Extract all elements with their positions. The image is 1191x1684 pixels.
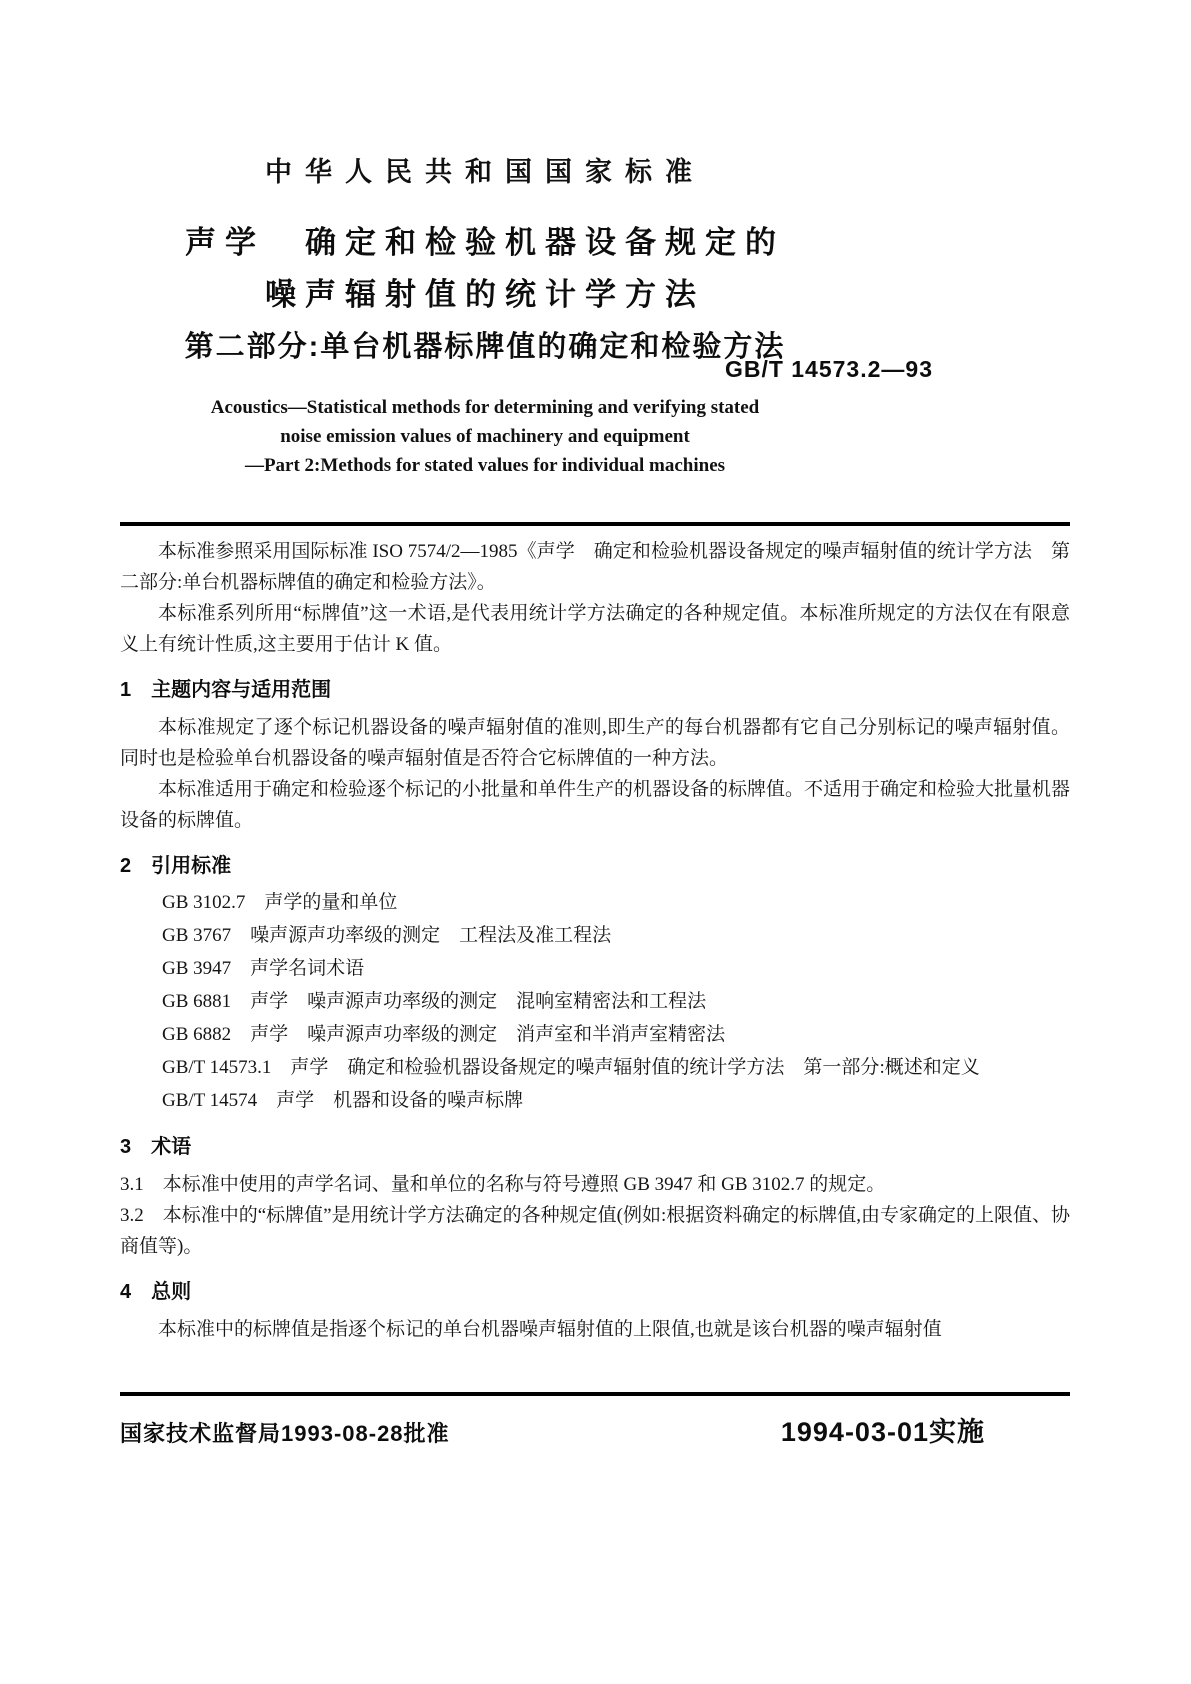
title-block-cn xyxy=(120,217,850,373)
reference-item: GB 3767 噪声源声功率级的测定 工程法及准工程法 xyxy=(162,925,612,946)
footer-implementation-date: 1994-03-01实施 xyxy=(780,1417,985,1447)
intro-paragraph-1: 本标准参照采用国际标准 ISO 7574/2—1985《声学 确定和检验机器设备规定的噪声辐射值的统计学方法 第二部分:单台机器标牌值的确定和检验方法》。 xyxy=(120,541,1070,593)
standard-number: GB/T 14573.2—93 xyxy=(724,356,933,382)
reference-item: GB 3947 声学名词术语 xyxy=(162,958,365,979)
section-4-paragraph-1: 本标准中的标牌值是指逐个标记的单台机器噪声辐射值的上限值,也就是该台机器的噪声辐射值 xyxy=(158,1319,942,1340)
title-cn-line1: 声学 确定和检验机器设备规定的 xyxy=(185,225,785,260)
header-divider-rule xyxy=(120,522,1070,526)
reference-item: GB 3102.7 声学的量和单位 xyxy=(162,892,398,913)
section-1-paragraph-1: 本标准规定了逐个标记机器设备的噪声辐射值的准则,即生产的每台机器都有它自己分别标记的噪声辐射值。同时也是检验单台机器设备的噪声辐射值是否符合它标牌值的一种方法。 xyxy=(120,717,1070,769)
intro-paragraph-2: 本标准系列所用“标牌值”这一术语,是代表用统计学方法确定的各种规定值。本标准所规定的方法仅在有限意义上有统计性质,这主要用于估计 K 值。 xyxy=(120,603,1070,655)
reference-list xyxy=(162,886,1070,1117)
section-1-paragraph-2: 本标准适用于确定和检验逐个标记的小批量和单件生产的机器设备的标牌值。不适用于确定和检验大批量机器设备的标牌值。 xyxy=(120,779,1071,831)
reference-item: GB 6881 声学 噪声源声功率级的测定 混响室精密法和工程法 xyxy=(162,991,707,1012)
footer xyxy=(120,1410,1070,1449)
section-3-clause-2: 3.2 本标准中的“标牌值”是用统计学方法确定的各种规定值(例如:根据资料确定的标牌值,由专家确定的上限值、协商值等)。 xyxy=(120,1205,1070,1257)
footer-approval-text: 国家技术监督局1993-08-28批准 xyxy=(120,1421,450,1446)
title-cn-line2: 噪声辐射值的统计学方法 xyxy=(265,277,705,312)
title-en-line1: Acoustics—Statistical methods for determining and verifying stated xyxy=(210,397,760,418)
title-block-en xyxy=(120,393,850,480)
footer-divider-rule xyxy=(120,1392,1070,1396)
section-3-heading: 3 术语 xyxy=(120,1136,192,1158)
title-cn-line3: 第二部分:单台机器标牌值的确定和检验方法 xyxy=(184,331,786,363)
reference-item: GB 6882 声学 噪声源声功率级的测定 消声室和半消声室精密法 xyxy=(162,1024,726,1045)
section-3-clause-1: 3.1 本标准中使用的声学名词、量和单位的名称与符号遵照 GB 3947 和 GB 3102.7 的规定。 xyxy=(120,1174,886,1195)
document-body xyxy=(120,536,1070,1345)
section-2-heading: 2 引用标准 xyxy=(120,855,232,877)
standard-header: 中华人民共和国国家标准 xyxy=(265,157,705,187)
title-en-line2: noise emission values of machinery and equipment xyxy=(280,426,690,447)
section-4-heading: 4 总则 xyxy=(120,1281,192,1303)
reference-item: GB/T 14573.1 声学 确定和检验机器设备规定的噪声辐射值的统计学方法 第一部分:概述和定义 xyxy=(162,1057,980,1078)
title-en-line3: —Part 2:Methods for stated values for individual machines xyxy=(244,455,726,476)
reference-item: GB/T 14574 声学 机器和设备的噪声标牌 xyxy=(162,1090,524,1111)
section-1-heading: 1 主题内容与适用范围 xyxy=(120,679,332,701)
